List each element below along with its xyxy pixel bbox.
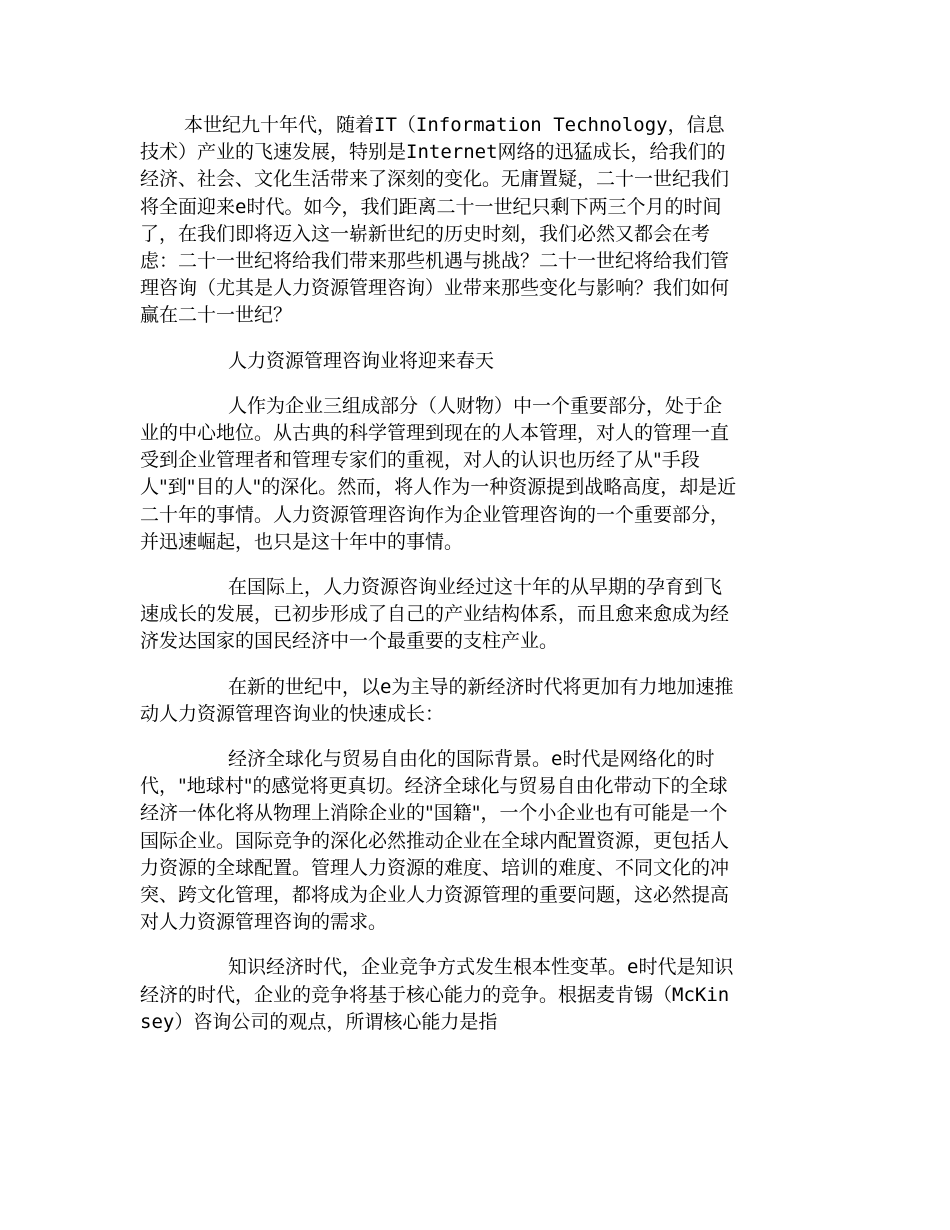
- body-paragraph: 人作为企业三组成部分（人财物）中一个重要部分，处于企业的中心地位。从古典的科学管理到现在的人本管理，对人的管理一直受到企业管理者和管理专家们的重视，对人的认识也历经了从"手段人"到"目的人"的深化。然而，将人作为一种资源提到战略高度，却是近二十年的事情。人力资源管理咨询作为企业管理咨询的一个重要部分，并迅速崛起，也只是这十年中的事情。: [140, 394, 737, 553]
- body-paragraph: 经济全球化与贸易自由化的国际背景。e时代是网络化的时代，"地球村"的感觉将更真切。经济全球化与贸易自由化带动下的全球经济一体化将从物理上消除企业的"国籍"，一个小企业也有可能是一个国际企业。国际竞争的深化必然推动企业在全球内配置资源，更包括人力资源的全球配置。管理人力资源的难度、培训的难度、不同文化的冲突、跨文化管理，都将成为企业人力资源管理的重要问题，这必然提高对人力资源管理咨询的需求。: [140, 748, 730, 934]
- section-heading: 人力资源管理咨询业将迎来春天: [228, 349, 495, 372]
- document-page: [140, 112, 740, 1054]
- intro-paragraph: 本世纪九十年代，随着IT（Information Technology，信息技术）产业的飞速发展，特别是Internet网络的迅猛成长，给我们的经济、社会、文化生活带来了深刻的变化。无庸置疑，二十一世纪我们将全面迎来e时代。如今，我们距离二十一世纪只剩下两三个月的时间了，在我们即将迈入这一崭新世纪的历史时刻，我们必然又都会在考虑：二十一世纪将给我们带来那些机遇与挑战？二十一世纪将给我们管理咨询（尤其是人力资源管理咨询）业带来那些变化与影响？我们如何赢在二十一世纪？: [140, 114, 730, 327]
- body-paragraph: 在国际上，人力资源咨询业经过这十年的从早期的孕育到飞速成长的发展，已初步形成了自己的产业结构体系，而且愈来愈成为经济发达国家的国民经济中一个最重要的支柱产业。: [140, 576, 730, 653]
- body-paragraph: 知识经济时代，企业竞争方式发生根本性变革。e时代是知识经济的时代，企业的竞争将基于核心能力的竞争。根据麦肯锡（McKinsey）咨询公司的观点，所谓核心能力是指: [140, 956, 734, 1033]
- body-paragraph: 在新的世纪中，以e为主导的新经济时代将更加有力地加速推动人力资源管理咨询业的快速成长：: [140, 675, 734, 725]
